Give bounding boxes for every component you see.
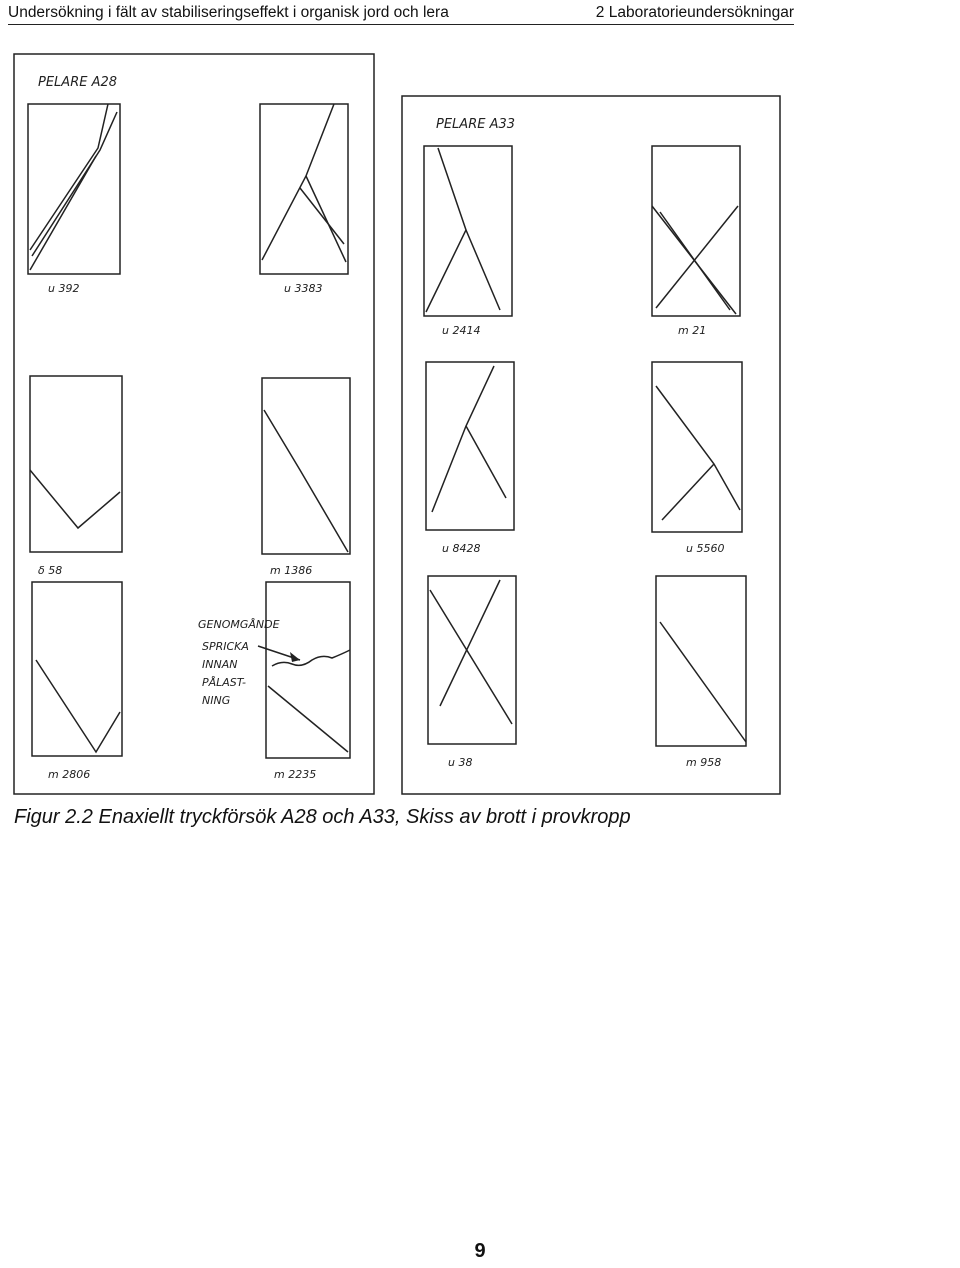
arrow-head (290, 652, 300, 662)
page-number: 9 (474, 1240, 486, 1262)
specimen-box (652, 146, 740, 316)
annotation-line: GENOMGÅNDE (198, 618, 280, 631)
specimen-box (260, 104, 348, 274)
annotation-line: INNAN (202, 658, 238, 671)
figure-caption: Figur 2.2 Enaxiellt tryckförsök A28 och A33, Skiss av brott i provkropp (14, 806, 631, 828)
specimen-box (652, 362, 742, 532)
specimen-label: u 3383 (284, 282, 323, 295)
running-header-title: Undersökning i fält av stabiliseringseffekt i organisk jord och lera (8, 4, 449, 21)
specimen-label: m 958 (686, 756, 722, 769)
specimen-box (656, 576, 746, 746)
specimen-label: δ 58 (38, 564, 63, 577)
annotation-line: SPRICKA (202, 640, 249, 653)
crack-lines (426, 148, 746, 742)
specimen-label: m 21 (678, 324, 707, 337)
through-crack-wavy-line (272, 650, 350, 666)
annotation-line: PÅLAST- (202, 676, 246, 689)
specimen-box (266, 582, 350, 758)
annotation-line: NING (202, 694, 231, 707)
specimen-label: u 8428 (442, 542, 481, 555)
specimen-box (426, 362, 514, 530)
crack-lines (30, 104, 348, 752)
specimen-label: u 392 (48, 282, 80, 295)
panel-a28-title: PELARE A28 (38, 75, 118, 90)
specimen-label: u 5560 (686, 542, 725, 555)
panel-a33-title: PELARE A33 (436, 117, 516, 132)
panel-a28-frame (14, 54, 374, 794)
specimen-label: m 1386 (270, 564, 313, 577)
specimen-box (262, 378, 350, 554)
specimen-label: u 38 (448, 756, 473, 769)
specimen-label: u 2414 (442, 324, 481, 337)
specimen-label: m 2235 (274, 768, 317, 781)
running-header-section: 2 Laboratorieundersökningar (595, 4, 794, 21)
specimen-label: m 2806 (48, 768, 91, 781)
